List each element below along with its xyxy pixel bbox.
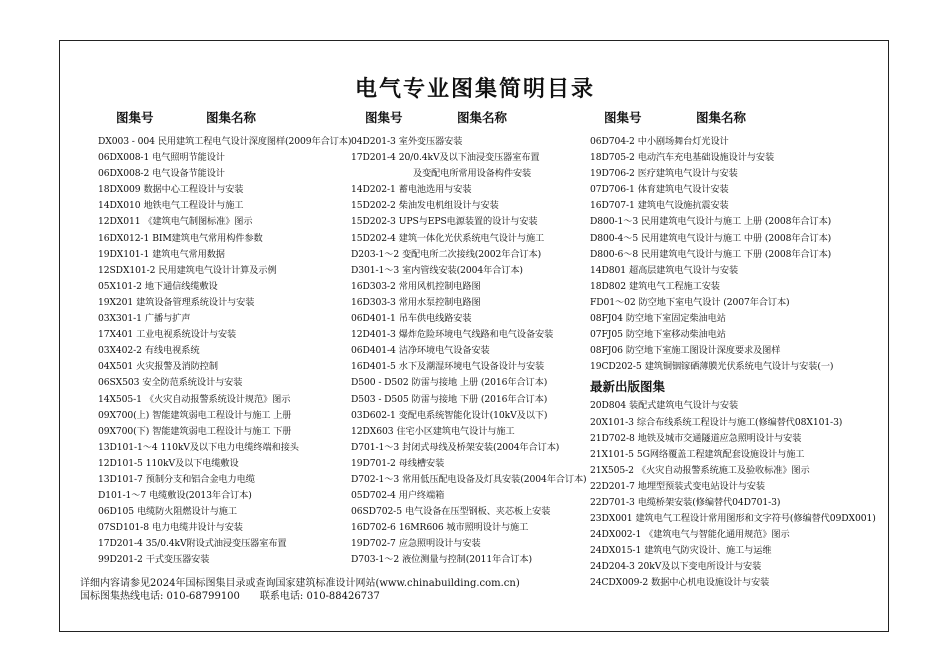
atlas-title: 广播与扩声	[144, 313, 191, 325]
atlas-entry	[98, 504, 360, 520]
atlas-title: 20kV及以下变电所设计与安装	[637, 561, 762, 573]
atlas-code: D800-6～8	[590, 248, 639, 260]
atlas-code: 06DX008-2	[98, 168, 150, 180]
atlas-title: 防空地下室施工图设计深度要求及图样	[625, 345, 781, 357]
atlas-title: 母线槽安装	[398, 457, 445, 469]
atlas-title: 建筑一体化光伏系统电气设计与施工	[398, 232, 545, 244]
atlas-title: 智能建筑弱电工程设计与施工 上册	[152, 409, 292, 421]
atlas-title: 民用建筑电气设计计算及示例	[158, 264, 277, 276]
atlas-title: 防空地下室固定柴油电站	[625, 313, 726, 325]
header-name-label: 图集名称	[696, 110, 747, 125]
atlas-title: 吊车供电线路安装	[398, 313, 472, 325]
atlas-entry	[590, 559, 882, 575]
atlas-entry	[351, 488, 599, 504]
atlas-title: 及变配电所常用设备构件安装	[413, 168, 532, 180]
atlas-title: 电气设备节能设计	[152, 168, 225, 180]
atlas-code: 15D202-3	[351, 216, 396, 228]
atlas-entry	[590, 463, 882, 479]
atlas-code: 99D201-2	[98, 554, 143, 566]
atlas-code: 09X700(上)	[98, 409, 150, 421]
atlas-code: 06D401-4	[351, 345, 396, 357]
atlas-entry	[98, 408, 360, 424]
atlas-code: 06D704-2	[590, 136, 635, 147]
atlas-code: 19D702-7	[351, 538, 396, 550]
atlas-entry	[351, 150, 599, 166]
atlas-entry	[590, 182, 882, 198]
atlas-code: 24CDX009-2	[590, 577, 649, 589]
atlas-title: 住宅小区建筑电气设计与施工	[396, 425, 515, 437]
column-3	[590, 109, 882, 592]
atlas-title: 《建筑电气与智能化通用规范》图示	[644, 529, 790, 541]
atlas-code: 19D701-2	[351, 457, 396, 469]
atlas-code: 03X301-1	[98, 313, 142, 325]
atlas-code: 16DX012-1	[98, 232, 150, 244]
atlas-entry	[590, 150, 882, 166]
atlas-entry	[351, 182, 599, 198]
column-header	[98, 109, 360, 127]
atlas-title: 地铁电气工程设计与施工	[143, 200, 244, 212]
atlas-code: D702-1～3	[351, 473, 400, 485]
atlas-code: 05D702-4	[351, 490, 396, 502]
atlas-title: 35/0.4kV附设式油浸变压器室布置	[145, 538, 287, 550]
atlas-code: D203-1～2	[351, 248, 400, 260]
header-code-label: 图集号	[365, 110, 403, 125]
atlas-entry	[590, 447, 882, 463]
atlas-title: 预制分支和铝合金电力电缆	[145, 473, 255, 485]
column-1	[98, 109, 360, 569]
atlas-title: BIM建筑电气常用构件参数	[152, 232, 263, 244]
atlas-title: 16MR606 城市照明设计与施工	[398, 522, 529, 534]
atlas-code: 19X201	[98, 296, 134, 308]
atlas-entry	[351, 552, 599, 568]
atlas-title: 民用建筑工程电气设计深度图样(2009年合订本)	[157, 136, 352, 147]
atlas-title: 建筑电气设施抗震安装	[637, 200, 729, 212]
atlas-entry	[98, 295, 360, 311]
atlas-entry	[351, 472, 599, 488]
atlas-title: 20/0.4kV及以下油浸变压器室布置	[398, 152, 540, 164]
atlas-title: 《建筑电气制图标准》图示	[143, 216, 253, 228]
atlas-entry	[98, 182, 360, 198]
atlas-code: D301-1～3	[351, 264, 400, 276]
atlas-entry	[351, 214, 599, 230]
column-header	[351, 109, 599, 127]
atlas-title: 柴油发电机组设计与安装	[398, 200, 499, 212]
atlas-entry	[590, 247, 882, 263]
atlas-code: 16D401-5	[351, 361, 396, 373]
atlas-title: 地铁及城市交通隧道应急照明设计与安装	[637, 432, 802, 444]
atlas-entry	[351, 424, 599, 440]
atlas-title: 火灾报警及消防控制	[136, 361, 218, 373]
atlas-entry	[590, 263, 882, 279]
column-2	[351, 109, 599, 569]
atlas-title: 常用水泵控制电路图	[398, 296, 481, 308]
atlas-title: 数据中心工程设计与安装	[143, 184, 244, 196]
atlas-code: D800-4～5	[590, 232, 639, 244]
atlas-code: 07SD101-8	[98, 522, 149, 534]
atlas-title: 5G网络覆盖工程建筑配套设施设计与施工	[636, 448, 805, 460]
atlas-title: 用户终端箱	[398, 490, 445, 502]
atlas-title: 体育建筑电气设计安装	[637, 184, 729, 196]
atlas-code: 08FJ06	[590, 345, 623, 357]
atlas-title: 防空地下室电气设计 (2007年合订本)	[638, 296, 790, 308]
atlas-code: 24DX015-1	[590, 545, 642, 557]
atlas-entry	[590, 415, 882, 431]
atlas-title: 民用建筑电气设计与施工 中册 (2008年合订本)	[641, 232, 832, 244]
atlas-title: 常用风机控制电路图	[398, 280, 481, 292]
atlas-code: 20D804	[590, 400, 626, 412]
atlas-title: 110kV及以下电缆敷设	[145, 457, 239, 469]
atlas-entry	[98, 536, 360, 552]
atlas-title: 变配电系统智能化设计(10kV及以下)	[398, 409, 548, 421]
atlas-entry	[98, 247, 360, 263]
atlas-entry	[98, 440, 360, 456]
atlas-entry	[98, 359, 360, 375]
atlas-code: 12D101-5	[98, 457, 143, 469]
atlas-title: 电力电缆井设计与安装	[151, 522, 243, 534]
atlas-entry	[351, 247, 599, 263]
new-releases-list	[590, 398, 882, 591]
atlas-code: 18D705-2	[590, 152, 635, 164]
atlas-entry	[590, 511, 882, 527]
atlas-entry	[351, 536, 599, 552]
atlas-entry	[98, 472, 360, 488]
atlas-entry	[351, 231, 599, 247]
atlas-code: 03X402-2	[98, 345, 142, 357]
footer-website-note: 详细内容请参见2024年国标图集目录或查询国家建筑标准设计网站(www.chinabuilding.com.cn)	[80, 578, 520, 589]
atlas-title: 建筑铜铟镓硒薄膜光伏系统电气设计与安装(一)	[644, 361, 834, 373]
atlas-entry	[590, 166, 882, 182]
atlas-title: 电缆防火阻燃设计与施工	[137, 506, 237, 518]
atlas-entry	[590, 279, 882, 295]
atlas-entry	[351, 504, 599, 520]
atlas-entry	[590, 543, 882, 559]
atlas-entry	[98, 552, 360, 568]
atlas-code: 19CD202-5	[590, 361, 642, 373]
atlas-entry	[590, 527, 882, 543]
atlas-code: 04D201-3	[351, 136, 396, 147]
atlas-code: 15D202-4	[351, 232, 396, 244]
atlas-entry	[590, 343, 882, 359]
new-releases-heading: 最新出版图集	[590, 379, 666, 395]
atlas-code: 07D706-1	[590, 184, 635, 196]
atlas-code: D101-1～7	[98, 490, 147, 502]
atlas-title: 民用建筑电气设计与施工 下册 (2008年合订本)	[641, 248, 832, 260]
atlas-entry	[351, 198, 599, 214]
atlas-list	[351, 134, 599, 569]
atlas-code: 14D202-1	[351, 184, 396, 196]
atlas-code: 03D602-1	[351, 409, 396, 421]
atlas-title: 建筑电气工程施工安装	[629, 280, 720, 292]
atlas-code: 17X401	[98, 329, 134, 341]
atlas-entry	[351, 440, 599, 456]
atlas-entry	[590, 134, 882, 150]
atlas-entry	[98, 263, 360, 279]
atlas-entry	[351, 311, 599, 327]
atlas-title: 民用建筑电气设计与施工 上册 (2008年合订本)	[641, 216, 832, 228]
header-name-label: 图集名称	[457, 110, 508, 125]
atlas-code: 22D701-3	[590, 496, 635, 508]
atlas-code: 23DX001	[590, 513, 633, 525]
atlas-title: 防空地下室移动柴油电站	[625, 329, 726, 341]
atlas-code: DX003 - 004	[98, 136, 155, 147]
atlas-title: 电气照明节能设计	[152, 152, 225, 164]
atlas-code: 21X101-5	[590, 448, 634, 460]
atlas-entry	[351, 279, 599, 295]
atlas-title: 室内管线安装(2004年合订本)	[402, 264, 523, 276]
header-name-label: 图集名称	[206, 110, 257, 125]
atlas-code: 19D706-2	[590, 168, 635, 180]
atlas-entry	[590, 431, 882, 447]
atlas-entry	[590, 295, 882, 311]
atlas-title: 建筑电气常用数据	[152, 248, 225, 260]
atlas-code: 07FJ05	[590, 329, 623, 341]
atlas-entry	[98, 166, 360, 182]
atlas-entry	[98, 327, 360, 343]
atlas-title: 建筑设备管理系统设计与安装	[136, 296, 255, 308]
atlas-code: 09X700(下)	[98, 425, 150, 437]
atlas-code: 06D401-1	[351, 313, 396, 325]
page-title: 电气专业图集简明目录	[354, 77, 595, 102]
footer-contact: 联系电话: 010-88426737	[259, 591, 380, 602]
header-code-label: 图集号	[604, 110, 642, 125]
atlas-code: 05X101-2	[98, 280, 142, 292]
atlas-code: 16D303-2	[351, 280, 396, 292]
atlas-code: 14DX010	[98, 200, 141, 212]
atlas-entry	[351, 327, 599, 343]
atlas-code: 18D802	[590, 280, 626, 292]
atlas-title: 电动汽车充电基础设施设计与安装	[637, 152, 775, 164]
atlas-entry	[590, 311, 882, 327]
atlas-entry	[351, 359, 599, 375]
atlas-code: D703-1～2	[351, 554, 400, 566]
atlas-code: 24D204-3	[590, 561, 635, 573]
atlas-entry	[351, 166, 599, 182]
atlas-entry	[351, 295, 599, 311]
atlas-title: 封闭式母线及桥架安装(2004年合订本)	[402, 441, 560, 453]
atlas-entry	[98, 214, 360, 230]
atlas-code: 13D101-1～4	[98, 441, 158, 453]
atlas-entry	[351, 456, 599, 472]
atlas-title: 常用低压配电设备及灯具安装(2004年合订本)	[402, 473, 587, 485]
atlas-entry	[351, 392, 599, 408]
atlas-title: 干式变压器安装	[145, 554, 210, 566]
atlas-code: 19DX101-1	[98, 248, 150, 260]
atlas-title: 智能建筑弱电工程设计与施工 下册	[152, 425, 292, 437]
atlas-title: 《火灾自动报警系统施工及验收标准》图示	[636, 464, 810, 476]
atlas-title: 安全防范系统设计与安装	[142, 377, 243, 389]
atlas-entry	[98, 343, 360, 359]
atlas-title: 室外变压器安装	[398, 136, 463, 147]
atlas-title: 超高层建筑电气设计与安装	[629, 264, 739, 276]
footer-hotline: 国标图集热线电话: 010-68799100	[80, 591, 240, 602]
atlas-code: 12D401-3	[351, 329, 396, 341]
header-code-label: 图集号	[116, 110, 154, 125]
atlas-entry	[351, 408, 599, 424]
atlas-entry	[98, 134, 360, 150]
atlas-code: 18DX009	[98, 184, 141, 196]
atlas-entry	[98, 311, 360, 327]
atlas-entry	[351, 520, 599, 536]
atlas-title: 《火灾自动报警系统设计规范》图示	[144, 393, 291, 405]
atlas-title: 液位测量与控制(2011年合订本)	[402, 554, 533, 566]
atlas-entry	[590, 327, 882, 343]
atlas-title: 防雷与接地 下册 (2016年合订本)	[411, 393, 548, 405]
atlas-code: 16D702-6	[351, 522, 396, 534]
atlas-title: 防雷与接地 上册 (2016年合订本)	[411, 377, 548, 389]
atlas-code: 06D105	[98, 506, 134, 518]
atlas-entry	[590, 479, 882, 495]
atlas-title: 洁净环境电气设备安装	[398, 345, 490, 357]
atlas-code: 20X101-3	[590, 416, 634, 428]
atlas-code: 14X505-1	[98, 393, 142, 405]
atlas-code: 13D101-7	[98, 473, 143, 485]
atlas-entry	[351, 343, 599, 359]
atlas-title: 变配电所二次接线(2002年合订本)	[402, 248, 542, 260]
atlas-code: 24DX002-1	[590, 529, 642, 541]
atlas-code: 08FJ04	[590, 313, 623, 325]
atlas-code: 17D201-4	[98, 538, 143, 550]
atlas-title: 建筑电气防灾设计、施工与运维	[644, 545, 772, 557]
atlas-title: 电缆敷设(2013年合订本)	[149, 490, 252, 502]
atlas-title: 装配式建筑电气设计与安装	[629, 400, 739, 412]
atlas-entry	[98, 424, 360, 440]
atlas-code: D503 - D505	[351, 393, 409, 405]
atlas-entry	[98, 231, 360, 247]
atlas-code: 12DX603	[351, 425, 394, 437]
atlas-entry	[590, 398, 882, 414]
atlas-entry	[590, 198, 882, 214]
atlas-entry	[590, 231, 882, 247]
atlas-code: 06SX503	[98, 377, 140, 389]
atlas-code: 16D707-1	[590, 200, 635, 212]
atlas-title: UPS与EPS电源装置的设计与安装	[398, 216, 538, 228]
atlas-title: 地下通信线缆敷设	[144, 280, 218, 292]
atlas-code: 06SD702-5	[351, 506, 402, 518]
atlas-title: 医疗建筑电气设计与安装	[637, 168, 738, 180]
atlas-entry	[98, 198, 360, 214]
atlas-entry	[590, 575, 882, 591]
atlas-list	[98, 134, 360, 569]
atlas-code: D500 - D502	[351, 377, 409, 389]
atlas-title: 电缆桥架安装(修编替代04D701-3)	[637, 496, 781, 508]
atlas-code: 04X501	[98, 361, 134, 373]
atlas-title: 水下及潮湿环境电气设备设计与安装	[398, 361, 545, 373]
atlas-title: 中小剧场舞台灯光设计	[637, 136, 729, 147]
atlas-entry	[590, 214, 882, 230]
atlas-entry	[98, 520, 360, 536]
atlas-entry	[98, 456, 360, 472]
footer-phones	[80, 590, 520, 603]
atlas-code: D800-1～3	[590, 216, 639, 228]
atlas-title: 110kV及以下电力电缆终端和接头	[160, 441, 299, 453]
atlas-code: 22D201-7	[590, 480, 635, 492]
atlas-title: 蓄电池选用与安装	[398, 184, 472, 196]
atlas-entry	[98, 150, 360, 166]
atlas-code: 12SDX101-2	[98, 264, 156, 276]
atlas-title: 地埋型预装式变电站设计与安装	[637, 480, 765, 492]
atlas-code: 16D303-3	[351, 296, 396, 308]
atlas-title: 爆炸危险环境电气线路和电气设备安装	[398, 329, 554, 341]
atlas-title: 电气设备在压型钢板、夹芯板上安装	[404, 506, 551, 518]
atlas-title: 应急照明设计与安装	[398, 538, 481, 550]
atlas-code: 12DX011	[98, 216, 141, 228]
atlas-code: 21D702-8	[590, 432, 635, 444]
atlas-list	[590, 134, 882, 375]
atlas-code: FD01～02	[590, 296, 636, 308]
atlas-title: 建筑电气工程设计常用图形和文字符号(修编替代09DX001)	[635, 513, 876, 525]
atlas-entry	[98, 279, 360, 295]
atlas-entry	[98, 488, 360, 504]
atlas-entry	[351, 263, 599, 279]
atlas-title: 数据中心机电设施设计与安装	[651, 577, 770, 589]
atlas-entry	[98, 392, 360, 408]
atlas-entry	[590, 359, 882, 375]
footer	[80, 577, 520, 603]
column-header	[590, 109, 882, 127]
atlas-code: 17D201-4	[351, 152, 396, 164]
atlas-code: 14D801	[590, 264, 626, 276]
atlas-code: 15D202-2	[351, 200, 396, 212]
atlas-code: D701-1～3	[351, 441, 400, 453]
atlas-code: 06DX008-1	[98, 152, 150, 164]
atlas-entry	[351, 375, 599, 391]
atlas-title: 综合布线系统工程设计与施工(修编替代08X101-3)	[636, 416, 843, 428]
atlas-entry	[590, 495, 882, 511]
atlas-code: 21X505-2	[590, 464, 634, 476]
atlas-entry	[351, 134, 599, 150]
atlas-entry	[98, 375, 360, 391]
atlas-title: 工业电视系统设计与安装	[136, 329, 237, 341]
atlas-title: 有线电视系统	[144, 345, 200, 357]
